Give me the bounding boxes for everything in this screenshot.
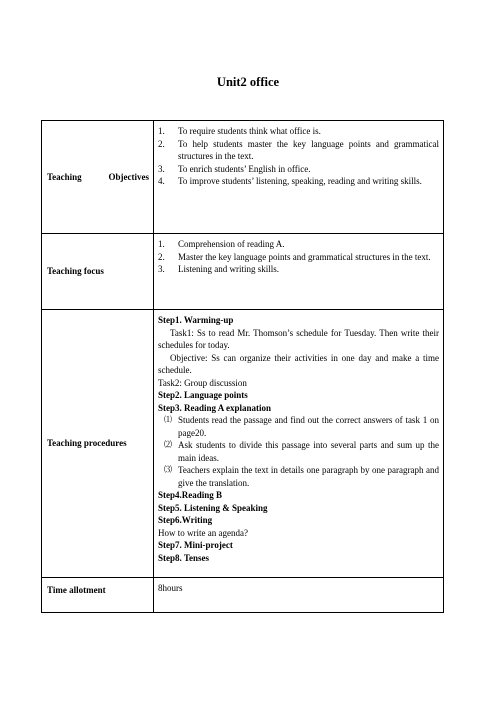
objective-text: Objective: Ss can organize their activities in one day and make a time schedule. xyxy=(158,352,439,375)
agenda-text: How to write an agenda? xyxy=(158,527,248,538)
task2-text: Task2: Group discussion xyxy=(158,377,247,388)
list-item: ⑴ Students read the passage and find out the correct answers of task 1 on page20. xyxy=(164,415,439,438)
time-label: Time allotment xyxy=(42,578,154,613)
lesson-plan-table xyxy=(41,120,444,613)
list-item: 1. Comprehension of reading A. xyxy=(158,239,285,249)
time-value: 8hours xyxy=(154,578,444,613)
step4-heading: Step4.Reading B xyxy=(158,490,223,500)
list-item: 2. To help students master the key language points and grammatical structures in the text. xyxy=(158,138,439,161)
focus-content xyxy=(154,234,444,310)
step2-heading: Step2. Language points xyxy=(158,390,248,400)
list-item: ⑵ Ask students to divide this passage into several parts and sum up the main ideas. xyxy=(164,440,439,463)
step6-heading: Step6.Writing xyxy=(158,515,213,525)
objectives-row xyxy=(42,121,444,234)
procedures-content xyxy=(154,310,444,578)
step7-heading: Step7. Mini-project xyxy=(158,540,233,550)
objectives-label-left: Teaching xyxy=(47,171,82,182)
procedures-label: Teaching procedures xyxy=(42,310,154,578)
objectives-label xyxy=(42,121,154,234)
task1-text: Task1: Ss to read Mr. Thomson’s schedule for Tuesday. Then write their schedules for today. xyxy=(158,327,439,350)
list-item: 1. To require students think what office is. xyxy=(158,126,321,136)
list-item: 2. Master the key language points and grammatical structures in the text. xyxy=(158,251,431,262)
focus-label: Teaching focus xyxy=(42,234,154,310)
objectives-content xyxy=(154,121,444,234)
step1-heading: Step1. Warming-up xyxy=(158,315,234,325)
time-row xyxy=(42,578,444,613)
procedures-row xyxy=(42,310,444,578)
list-item: ⑶ Teachers explain the text in details one paragraph by one paragraph and give the translation. xyxy=(164,465,439,488)
objectives-label-right: Objectives xyxy=(108,171,149,182)
step8-heading: Step8. Tenses xyxy=(158,552,210,563)
list-item: 4. To improve students’ listening, speaking, reading and writing skills. xyxy=(158,176,422,186)
list-item: 3. Listening and writing skills. xyxy=(158,264,279,274)
step5-heading: Step5. Listening & Speaking xyxy=(158,502,268,513)
focus-row xyxy=(42,234,444,310)
list-item: 3. To enrich students’ English in office. xyxy=(158,163,311,174)
page-title: Unit2 office xyxy=(216,75,280,89)
step3-heading: Step3. Reading A explanation xyxy=(158,402,272,413)
